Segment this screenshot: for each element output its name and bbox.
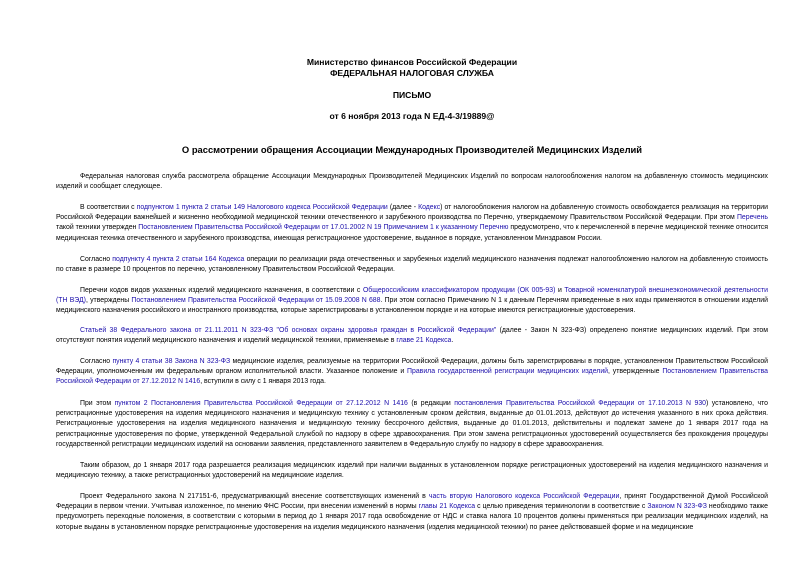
link-tax-code-149[interactable]: подпунктом 1 пункта 2 статьи 149 Налогового кодекса Российской Федерации (136, 204, 388, 211)
paragraph-9: Проект Федерального закона N 217151-6, предусматривающий внесение соответствующих изменений в часть вторую Налогового кодекса Российской Федерации, принят Государственной Думой Российской Федерации в первом чтении. Учитывая изложенное, по мнению ФНС России, при внесении изменений в нормы главы 21 Кодекса с целью приведения терминологии в соответствие с Законом N 323-ФЗ необходимо также предусмотреть переходные положения, в соответствии с которыми в период до 1 января 2017 года освобождение от НДС и ставка налога 10 процентов должны применяться при реализации медицинских изделий, на которые выданы в установленном порядке регистрационные удостоверения на изделия медицинского назначения (изделия медицинской техники) по ранее действовавшей форме и на медицинские (56, 493, 769, 531)
link-registration-rules[interactable]: Правила государственной регистрации медицинских изделий (407, 368, 609, 376)
link-okp-classifier[interactable]: Общероссийским классификатором продукции (ОК 005-93) (362, 287, 556, 294)
link-tn-ved[interactable]: Товарной номенклатурой внешнеэкономической деятельности (ТН ВЭД) (56, 287, 769, 305)
link-note-1[interactable]: Примечанием 1 к указанному Перечню (383, 224, 509, 232)
link-chapter-21[interactable]: главе 21 Кодекса (396, 337, 452, 345)
link-resolution-19[interactable]: Постановлением Правительства Российской Федерации от 17.01.2002 N 19 (138, 224, 382, 232)
paragraph-3: Согласно подпункту 4 пункта 2 статьи 164 Кодекса операции по реализации ряда отечественных и зарубежных изделий медицинского назначения подлежат налогообложению налогом на добавленную стоимость по ставке в размере 10 процентов по перечню, установленному Правительством Российской Федерации. (56, 256, 768, 274)
paragraph-8: Таким образом, до 1 января 2017 года разрешается реализация медицинских изделий при наличии выданных в установленном порядке регистрационных удостоверений на изделия медицинского назначения и медицинскую технику, а также регистрационных удостоверений на медицинские изделия. (56, 462, 768, 480)
service-name: ФЕДЕРАЛЬНАЯ НАЛОГОВАЯ СЛУЖБА (330, 68, 494, 78)
paragraph-6: Согласно пункту 4 статьи 38 Закона N 323-ФЗ медицинские изделия, реализуемые на территории Российской Федерации, должны быть зарегистрированы в порядке, установленном Правительством Российской Федерации, уполномоченным им федеральным органом исполнительной власти. Указанное положение и Правила государственной регистрации медицинских изделий, утвержденные Постановлением Правительства Российской Федерации от 27.12.2012 N 1416, вступили в силу с 1 января 2013 года. (56, 358, 769, 386)
link-code[interactable]: Кодекс (418, 204, 441, 211)
link-resolution-688[interactable]: Постановлением Правительства Российской Федерации от 15.09.2008 N 688 (131, 297, 381, 305)
document-date-number: от 6 ноября 2013 года N ЕД-4-3/19889@ (329, 111, 495, 121)
paragraph-2: В соответствии с подпунктом 1 пункта 2 статьи 149 Налогового кодекса Российской Федерации (далее - Кодекс) от налогообложения налогом на добавленную стоимость освобождается реализация на территории Российской Федерации важнейшей и жизненно необходимой медицинской техники отечественного и зарубежного производства по Перечню, утверждаемому Правительством Российской Федерации. При этом Перечень такой техники утвержден Постановлением Правительства Российской Федерации от 17.01.2002 N 19 Примечанием 1 к указанному Перечню предусмотрено, что к перечисленной в перечне медицинской технике относится медицинская техника отечественного и зарубежного производства, имеющая регистрационное удостоверение, выданное в порядке, установленном Минздравом России. (56, 204, 768, 242)
paragraph-1: Федеральная налоговая служба рассмотрела обращение Ассоциации Международных Производителей Медицинских Изделий по вопросам налогообложения налогом на добавленную стоимость медицинских изделий и сообщает следующее. (56, 173, 768, 191)
link-law-323[interactable]: Законом N 323-ФЗ (647, 503, 707, 511)
link-law-323-art38[interactable]: Статьей 38 Федерального закона от 21.11.2011 N 323-ФЗ "Об основах охраны здоровья граждан в Российской Федерации" (80, 327, 497, 334)
link-law-323-p4[interactable]: пункту 4 статьи 38 Закона N 323-ФЗ (112, 358, 231, 365)
link-list[interactable]: Перечень (736, 214, 768, 222)
ministry-name: Министерство финансов Российской Федерации (306, 57, 518, 67)
document-subject: О рассмотрении обращения Ассоциации Международных Производителей Медицинских Изделий (181, 144, 643, 155)
link-tax-code-part2[interactable]: часть вторую Налогового кодекса Российской Федерации (428, 493, 620, 500)
link-resolution-930[interactable]: постановления Правительства Российской Федерации от 17.10.2013 N 930 (454, 400, 706, 407)
link-tax-code-164[interactable]: подпункту 4 пункта 2 статьи 164 Кодекса (112, 256, 245, 263)
link-resolution-1416[interactable]: Постановлением Правительства Российской Федерации от 27.12.2012 N 1416 (56, 368, 768, 386)
link-chapter-21-norms[interactable]: главы 21 Кодекса (418, 503, 476, 511)
link-resolution-1416-p2[interactable]: пунктом 2 Постановления Правительства Российской Федерации от 27.12.2012 N 1416 (114, 400, 408, 407)
paragraph-4: Перечни кодов видов указанных изделий медицинского назначения, в соответствии с Общероссийским классификатором продукции (ОК 005-93) и Товарной номенклатурой внешнеэкономической деятельности (ТН ВЭД), утверждены Постановлением Правительства Российской Федерации от 15.09.2008 N 688. При этом согласно Примечанию N 1 к данным Перечням приведенные в них коды применяются в отношении изделий медицинского назначения российского и иностранного производства, которые зарегистрированы в установленном порядке и на которые имеются регистрационные удостоверения. (56, 287, 769, 315)
paragraph-5: Статьей 38 Федерального закона от 21.11.2011 N 323-ФЗ "Об основах охраны здоровья граждан в Российской Федерации" (далее - Закон N 323-ФЗ) определено понятие медицинских изделий. При этом отсутствуют понятия изделий медицинского назначения и изделий медицинской техники, применяемые в главе 21 Кодекса. (56, 327, 769, 345)
paragraph-7: При этом пунктом 2 Постановления Правительства Российской Федерации от 27.12.2012 N 1416 (в редакции постановления Правительства Российской Федерации от 17.10.2013 N 930) установлено, что регистрационные удостоверения на изделия медицинского назначения и медицинскую технику с установленным сроком действия, выданные до 01.01.2013, действуют до истечения указанного в них срока действия. Регистрационные удостоверения на изделия медицинского назначения и медицинскую технику бессрочного действия, выданные до 01.01.2013, действительны и подлежат замене до 1 января 2017 года на регистрационные удостоверения по форме, утвержденной Федеральной службой по надзору в сфере здравоохранения. При этом замена регистрационных удостоверений осуществляется без прохождения процедуры государственной регистрации медицинских изделий на основании заявления, представленного заявителем в Федеральную службу по надзору в сфере здравоохранения. (56, 400, 768, 448)
document-type: ПИСЬМО (392, 90, 432, 100)
